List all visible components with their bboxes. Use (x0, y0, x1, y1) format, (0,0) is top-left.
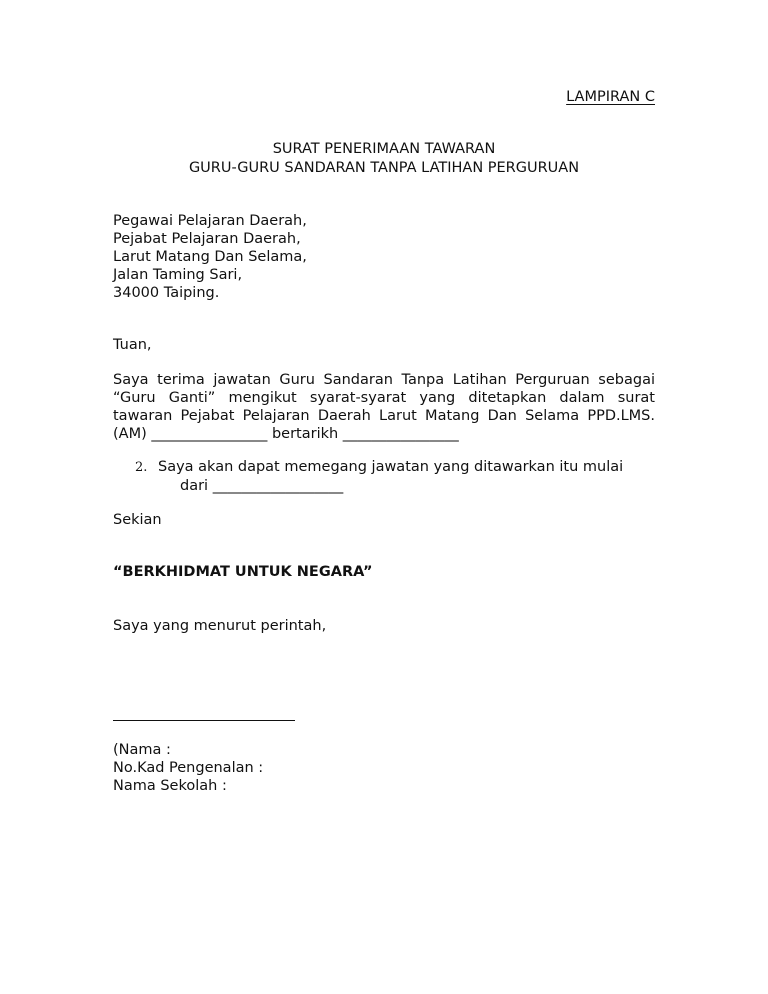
attachment-label: LAMPIRAN C (566, 89, 655, 105)
address-line: Pegawai Pelajaran Daerah, (113, 213, 307, 229)
address-line: 34000 Taiping. (113, 285, 220, 301)
item-text-line2: dari __________________ (180, 478, 344, 494)
motto: “BERKHIDMAT UNTUK NEGARA” (113, 564, 373, 580)
salutation: Tuan, (113, 337, 152, 353)
signoff-text: Saya yang menurut perintah, (113, 618, 327, 634)
address-line: Jalan Taming Sari, (113, 267, 243, 283)
ic-number-field: No.Kad Pengenalan : (113, 760, 264, 776)
address-line: Larut Matang Dan Selama, (113, 249, 307, 265)
acceptance-paragraph (113, 371, 655, 443)
signature-line (113, 720, 295, 721)
item-number: 2. (135, 460, 148, 475)
paragraph-line: “Guru Ganti” mengikut syarat-syarat yang ditetapkan dalam surat (113, 390, 655, 406)
paragraph-line: (AM) ________________ bertarikh ________________ (113, 426, 459, 442)
paragraph-line: tawaran Pejabat Pelajaran Daerah Larut Matang Dan Selama PPD.LMS. (113, 408, 655, 424)
document-title-line1: SURAT PENERIMAAN TAWARAN (272, 141, 496, 157)
recipient-address (113, 212, 307, 302)
address-line: Pejabat Pelajaran Daerah, (113, 231, 301, 247)
name-field: (Nama : (113, 742, 171, 758)
school-name-field: Nama Sekolah : (113, 778, 227, 794)
closing-text: Sekian (113, 512, 162, 528)
paragraph-line: Saya terima jawatan Guru Sandaran Tanpa Latihan Perguruan sebagai (113, 372, 655, 388)
item-text-line1: Saya akan dapat memegang jawatan yang ditawarkan itu mulai (158, 459, 624, 475)
document-title-line2: GURU-GURU SANDARAN TANPA LATIHAN PERGURUAN (188, 160, 580, 176)
signer-details (113, 741, 263, 795)
